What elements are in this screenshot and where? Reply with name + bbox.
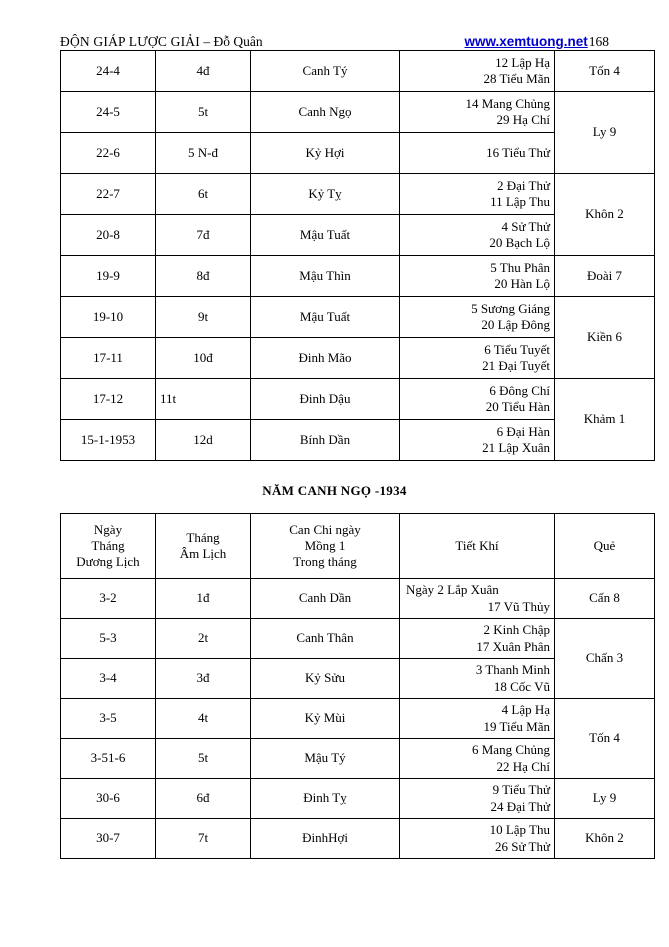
table-row bbox=[61, 699, 655, 739]
cell-solar-date: 30-7 bbox=[61, 819, 156, 859]
tiet-line: 21 Đại Tuyết bbox=[482, 358, 550, 373]
header-line: Can Chi ngày bbox=[289, 521, 361, 537]
tiet-line: 18 Cốc Vũ bbox=[493, 678, 550, 694]
header-right bbox=[464, 34, 609, 50]
tiet-line: 29 Hạ Chí bbox=[496, 112, 550, 127]
cell-solar-date: 19-9 bbox=[61, 256, 156, 297]
tiet-line: 28 Tiểu Mãn bbox=[483, 71, 550, 86]
table-row bbox=[61, 174, 655, 215]
tiet-line: 6 Đông Chí bbox=[489, 382, 550, 398]
tiet-line: 4 Sử Thử bbox=[501, 218, 550, 234]
cell-tiet-khi bbox=[400, 338, 555, 379]
tiet-line: 9 Tiểu Thử bbox=[492, 782, 550, 798]
cell-lunar-month: 11t bbox=[156, 379, 251, 420]
calendar-table-1-body bbox=[61, 51, 655, 461]
cell-tiet-khi bbox=[400, 819, 555, 859]
table-row bbox=[61, 819, 655, 859]
tiet-line: 11 Lập Thu bbox=[490, 194, 550, 209]
table-row bbox=[61, 379, 655, 420]
cell-lunar-month: 12d bbox=[156, 420, 251, 461]
cell-lunar-month: 5 N-đ bbox=[156, 133, 251, 174]
cell-can-chi: Mậu Tuất bbox=[251, 297, 400, 338]
cell-que: Ly 9 bbox=[555, 779, 655, 819]
cell-tiet-khi bbox=[400, 619, 555, 659]
cell-can-chi: Kỷ Hợi bbox=[251, 133, 400, 174]
cell-lunar-month: 4t bbox=[156, 699, 251, 739]
cell-can-chi: Đinh Tỵ bbox=[251, 779, 400, 819]
cell-solar-date: 3-2 bbox=[61, 579, 156, 619]
tiet-line: 22 Hạ Chí bbox=[496, 758, 550, 774]
tiet-line: 6 Đại Hàn bbox=[496, 423, 550, 439]
header-tiet-khi bbox=[400, 514, 555, 579]
header-dash: – bbox=[203, 34, 211, 49]
cell-solar-date: 15-1-1953 bbox=[61, 420, 156, 461]
tiet-line: 2 Đại Thử bbox=[496, 177, 550, 193]
cell-tiet-khi bbox=[400, 297, 555, 338]
tiet-line: 5 Sương Giáng bbox=[471, 300, 550, 316]
cell-tiet-khi bbox=[400, 699, 555, 739]
tiet-line: 26 Sử Thử bbox=[494, 838, 550, 854]
cell-lunar-month: 2t bbox=[156, 619, 251, 659]
cell-tiet-khi bbox=[400, 779, 555, 819]
cell-lunar-month: 4đ bbox=[156, 51, 251, 92]
tiet-line: 17 Vũ Thủy bbox=[487, 598, 550, 614]
cell-lunar-month: 3đ bbox=[156, 659, 251, 699]
cell-can-chi: Mậu Tuất bbox=[251, 215, 400, 256]
cell-que: Khôn 2 bbox=[555, 819, 655, 859]
cell-can-chi: Canh Dần bbox=[251, 579, 400, 619]
tiet-line: 10 Lập Thu bbox=[489, 822, 550, 838]
header-line: Âm Lịch bbox=[179, 546, 227, 561]
cell-que: Kiền 6 bbox=[555, 297, 655, 379]
page-number: 168 bbox=[588, 34, 609, 49]
cell-solar-date: 22-7 bbox=[61, 174, 156, 215]
header-line: Tháng bbox=[186, 529, 220, 545]
cell-lunar-month: 5t bbox=[156, 92, 251, 133]
cell-que: Tốn 4 bbox=[555, 699, 655, 779]
tiet-line: 20 Tiểu Hàn bbox=[485, 399, 550, 414]
table-row bbox=[61, 619, 655, 659]
cell-que: Cấn 8 bbox=[555, 579, 655, 619]
tiet-line: 20 Hàn Lộ bbox=[494, 276, 550, 291]
tiet-line: 3 Thanh Minh bbox=[475, 662, 550, 678]
table-row bbox=[61, 779, 655, 819]
tiet-line: 5 Thu Phân bbox=[490, 259, 550, 275]
cell-tiet-khi bbox=[400, 174, 555, 215]
cell-lunar-month: 7đ bbox=[156, 215, 251, 256]
table-row bbox=[61, 256, 655, 297]
header-que bbox=[555, 514, 655, 579]
cell-solar-date: 17-11 bbox=[61, 338, 156, 379]
tiet-line: 12 Lập Hạ bbox=[495, 54, 550, 70]
page-header bbox=[60, 0, 609, 50]
cell-lunar-month: 10đ bbox=[156, 338, 251, 379]
header-line: Quẻ bbox=[593, 537, 616, 553]
tiet-line: Ngày 2 Lắp Xuân bbox=[406, 582, 499, 598]
cell-lunar-month: 7t bbox=[156, 819, 251, 859]
cell-solar-date: 3-51-6 bbox=[61, 739, 156, 779]
cell-can-chi: Bính Dần bbox=[251, 420, 400, 461]
header-line: Tháng bbox=[91, 537, 125, 553]
header-can-chi bbox=[251, 514, 400, 579]
cell-can-chi: ĐinhHợi bbox=[251, 819, 400, 859]
cell-can-chi: Canh Tý bbox=[251, 51, 400, 92]
table-row bbox=[61, 92, 655, 133]
table-row bbox=[61, 297, 655, 338]
tiet-line: 2 Kinh Chập bbox=[483, 622, 550, 638]
cell-tiet-khi bbox=[400, 51, 555, 92]
cell-solar-date: 5-3 bbox=[61, 619, 156, 659]
tiet-line: 20 Lập Đông bbox=[481, 317, 550, 332]
section-title: NĂM CANH NGỌ -1934 bbox=[262, 483, 407, 498]
cell-can-chi: Canh Thân bbox=[251, 619, 400, 659]
cell-que: Khôn 2 bbox=[555, 174, 655, 256]
calendar-table-2-body bbox=[61, 514, 655, 859]
tiet-line: 16 Tiểu Thử bbox=[486, 144, 550, 160]
cell-can-chi: Đinh Dậu bbox=[251, 379, 400, 420]
header-lunar-month bbox=[156, 514, 251, 579]
header-line: Mồng 1 bbox=[304, 537, 346, 553]
cell-solar-date: 24-4 bbox=[61, 51, 156, 92]
cell-tiet-khi bbox=[400, 133, 555, 174]
cell-lunar-month: 6t bbox=[156, 174, 251, 215]
tiet-line: 6 Tiểu Tuyết bbox=[484, 341, 550, 357]
cell-lunar-month: 5t bbox=[156, 739, 251, 779]
header-line: Trong tháng bbox=[293, 554, 357, 570]
calendar-table-1 bbox=[60, 50, 655, 461]
cell-que: Tốn 4 bbox=[555, 51, 655, 92]
cell-can-chi: Kỷ Tỵ bbox=[251, 174, 400, 215]
cell-solar-date: 20-8 bbox=[61, 215, 156, 256]
cell-can-chi: Canh Ngọ bbox=[251, 92, 400, 133]
cell-can-chi: Kỷ Sửu bbox=[251, 659, 400, 699]
cell-solar-date: 30-6 bbox=[61, 779, 156, 819]
cell-solar-date: 3-5 bbox=[61, 699, 156, 739]
header-line: Tiết Khí bbox=[455, 537, 499, 553]
cell-que: Đoài 7 bbox=[555, 256, 655, 297]
header-solar-date bbox=[61, 514, 156, 579]
header-left bbox=[60, 34, 263, 50]
cell-solar-date: 19-10 bbox=[61, 297, 156, 338]
cell-tiet-khi bbox=[400, 379, 555, 420]
cell-tiet-khi bbox=[400, 92, 555, 133]
cell-lunar-month: 9t bbox=[156, 297, 251, 338]
author-name: Đỗ Quân bbox=[213, 34, 263, 49]
website-link[interactable]: www.xemtuong.net bbox=[464, 34, 588, 49]
table-row bbox=[61, 51, 655, 92]
tiet-line: 14 Mang Chủng bbox=[465, 95, 550, 111]
tiet-line: 24 Đại Thử bbox=[490, 798, 550, 814]
cell-que: Chấn 3 bbox=[555, 619, 655, 699]
cell-tiet-khi bbox=[400, 659, 555, 699]
cell-can-chi: Mậu Tý bbox=[251, 739, 400, 779]
header-line: Dương Lịch bbox=[76, 554, 140, 570]
tiet-line: 20 Bạch Lộ bbox=[489, 235, 550, 250]
tiet-line: 19 Tiểu Mãn bbox=[483, 718, 550, 734]
cell-can-chi: Đinh Mão bbox=[251, 338, 400, 379]
calendar-table-2 bbox=[60, 513, 655, 859]
cell-solar-date: 22-6 bbox=[61, 133, 156, 174]
tiet-line: 4 Lập Hạ bbox=[501, 702, 550, 718]
cell-lunar-month: 1đ bbox=[156, 579, 251, 619]
cell-can-chi: Mậu Thìn bbox=[251, 256, 400, 297]
cell-tiet-khi bbox=[400, 256, 555, 297]
tiet-line: 17 Xuân Phân bbox=[476, 638, 550, 654]
cell-can-chi: Kỷ Mùi bbox=[251, 699, 400, 739]
cell-solar-date: 17-12 bbox=[61, 379, 156, 420]
cell-que: Khảm 1 bbox=[555, 379, 655, 461]
tiet-split bbox=[404, 582, 550, 598]
cell-lunar-month: 8đ bbox=[156, 256, 251, 297]
table-header-row bbox=[61, 514, 655, 579]
tiet-line: 6 Mang Chủng bbox=[472, 742, 550, 758]
cell-que: Ly 9 bbox=[555, 92, 655, 174]
tiet-line: 21 Lập Xuân bbox=[482, 440, 550, 455]
book-title: ĐỘN GIÁP LƯỢC GIẢI bbox=[60, 34, 200, 49]
cell-tiet-khi bbox=[400, 420, 555, 461]
cell-solar-date: 24-5 bbox=[61, 92, 156, 133]
cell-tiet-khi bbox=[400, 215, 555, 256]
cell-tiet-khi bbox=[400, 579, 555, 619]
table-row bbox=[61, 579, 655, 619]
header-line: Ngày bbox=[93, 521, 123, 537]
cell-solar-date: 3-4 bbox=[61, 659, 156, 699]
cell-tiet-khi bbox=[400, 739, 555, 779]
cell-lunar-month: 6đ bbox=[156, 779, 251, 819]
